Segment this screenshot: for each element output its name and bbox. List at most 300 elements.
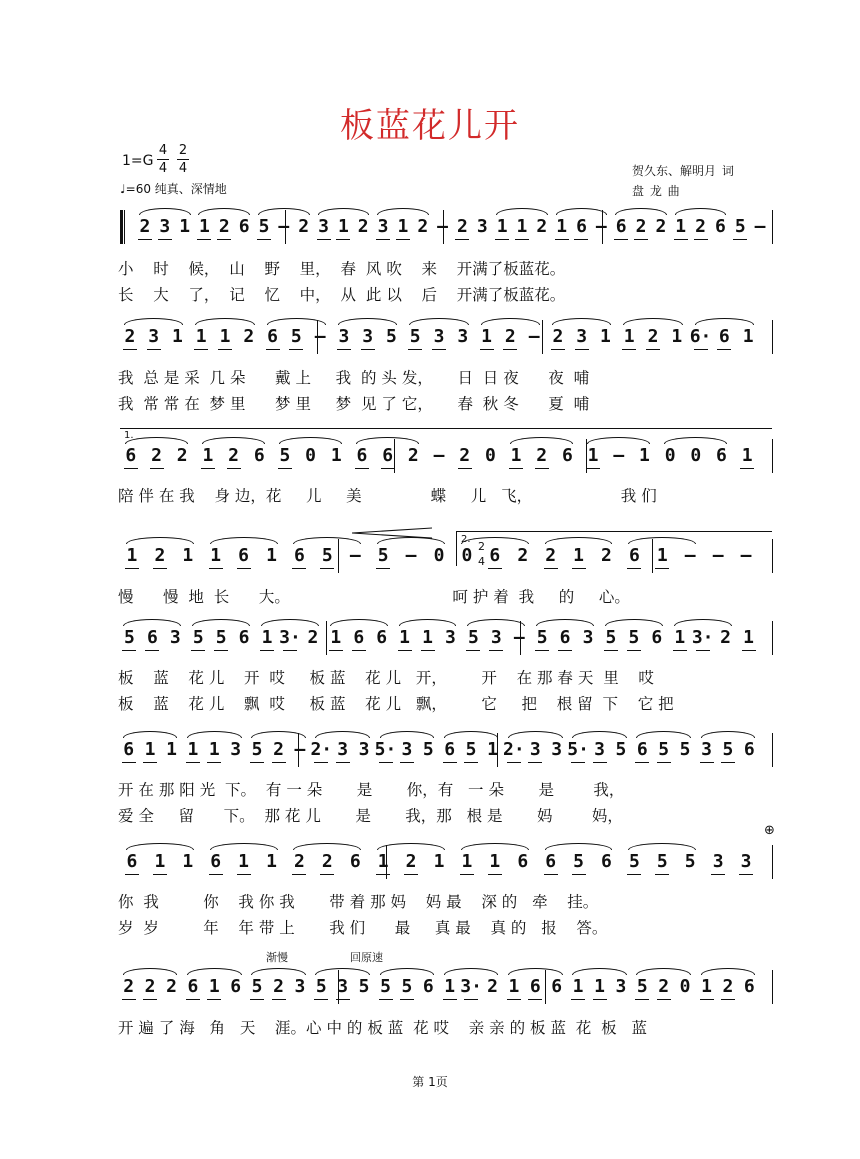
beam-underline: [593, 762, 607, 763]
beam-underline: [404, 874, 418, 875]
note: 1: [444, 976, 456, 997]
note: 0: [484, 445, 496, 466]
barline: [545, 970, 546, 1004]
beam-underline: [515, 239, 529, 240]
beam-underline: [289, 349, 303, 350]
note: 5: [536, 627, 548, 648]
time-signature-a: 4 4: [158, 143, 168, 176]
beam-underline: [122, 762, 136, 763]
beam-underline: [635, 999, 649, 1000]
slur: [251, 731, 306, 738]
beam-underline: [209, 874, 223, 875]
note: –: [294, 739, 306, 760]
note: 3: [169, 627, 181, 648]
slur: [701, 968, 756, 975]
note: 1: [208, 976, 220, 997]
note: –: [595, 216, 607, 237]
beam-underline: [376, 568, 390, 569]
note: 1: [210, 545, 222, 566]
beam-underline: [627, 874, 641, 875]
slur: [628, 537, 696, 544]
note: 6: [146, 627, 158, 648]
beam-underline: [272, 762, 286, 763]
beam-underline: [266, 349, 280, 350]
note: –: [754, 216, 766, 237]
note: 1: [741, 445, 753, 466]
slur: [315, 968, 370, 975]
beam-underline: [257, 239, 271, 240]
beam-underline: [721, 762, 735, 763]
tempo-marking: ♩=60 纯真、深情地: [120, 182, 227, 196]
beam-underline: [209, 568, 223, 569]
note: 1: [172, 326, 183, 347]
note: 2: [218, 216, 230, 237]
note: 5: [251, 976, 263, 997]
beam-underline: [614, 239, 628, 240]
note: 6: [529, 976, 541, 997]
beam-underline: [250, 762, 264, 763]
note: 5: [605, 627, 617, 648]
beam-underline: [317, 239, 331, 240]
slur: [126, 537, 194, 544]
slur: [330, 619, 388, 626]
slur: [377, 537, 445, 544]
beam-underline: [376, 239, 390, 240]
note: 2: [722, 976, 734, 997]
note: 2: [154, 545, 166, 566]
note: 2: [243, 326, 255, 347]
beam-underline: [143, 999, 157, 1000]
note: 5: [628, 851, 640, 872]
lyric-line: 开 遍 了 海 角 天 涯。心 中 的 板 蓝 花 哎 亲 亲 的 板 蓝 花 板 蓝: [118, 1019, 647, 1037]
beam-underline: [122, 999, 136, 1000]
note: 1: [461, 851, 473, 872]
beam-underline: [627, 568, 641, 569]
note: 6: [561, 445, 573, 466]
beam-underline: [217, 239, 231, 240]
note: 6: [267, 326, 278, 347]
beam-underline: [123, 349, 137, 350]
slur: [409, 318, 469, 325]
barline: [772, 539, 773, 573]
beam-underline: [237, 874, 251, 875]
note: 6: [238, 545, 250, 566]
beam-underline: [488, 874, 502, 875]
beam-underline: [740, 468, 754, 469]
note: 1: [199, 216, 210, 237]
slur: [467, 619, 525, 626]
note: 2: [228, 445, 239, 466]
note: 6: [238, 627, 250, 648]
slur: [496, 208, 548, 215]
note: 1: [261, 627, 273, 648]
slur: [615, 208, 667, 215]
slur: [258, 208, 310, 215]
beam-underline: [143, 762, 157, 763]
note: 2: [144, 976, 156, 997]
note: 2·: [503, 739, 525, 760]
note: 6: [615, 216, 627, 237]
note: 1: [573, 545, 584, 566]
barline: [772, 210, 773, 244]
note: 1: [238, 851, 250, 872]
slur: [126, 843, 194, 850]
note: 1: [656, 545, 668, 566]
note: –: [433, 445, 445, 466]
note: 3: [159, 216, 171, 237]
note: 3: [457, 326, 469, 347]
lyric-line: 爱 全 留 下。 那 花 儿 是 我，那 根 是 妈 妈，: [118, 807, 623, 825]
barline: [772, 320, 773, 354]
beam-underline: [186, 999, 200, 1000]
note: 1: [742, 326, 754, 347]
beam-underline: [138, 239, 152, 240]
note: 2: [487, 976, 498, 997]
beam-underline: [396, 239, 410, 240]
note: 6: [376, 627, 388, 648]
note: 5: [658, 739, 670, 760]
note: 1: [399, 627, 411, 648]
note: 3: [576, 326, 588, 347]
note: 1: [572, 976, 584, 997]
volta-1-line: [120, 428, 772, 429]
note: 6: [716, 445, 727, 466]
note: 6: [576, 216, 587, 237]
note: 6: [353, 627, 365, 648]
note: 2: [655, 216, 667, 237]
lyric-line: 我 总 是 采 几 朵 戴 上 我 的 头 发， 日 日 夜 夜 哺: [118, 369, 590, 387]
slur: [123, 731, 178, 738]
slur: [536, 619, 594, 626]
beam-underline: [627, 650, 641, 651]
lyric-line: 开 在 那 阳 光 下。 有 一 朵 是 你，有 一 朵 是 我，: [118, 781, 625, 799]
beam-underline: [464, 999, 478, 1000]
note: 1: [219, 326, 231, 347]
note: 1: [674, 627, 686, 648]
note: 1: [266, 851, 277, 872]
beam-underline: [150, 468, 164, 469]
beam-underline: [742, 650, 756, 651]
slur: [380, 731, 435, 738]
slur: [356, 437, 419, 444]
barline: [772, 970, 773, 1004]
note: 1: [487, 739, 498, 760]
beam-underline: [507, 762, 521, 763]
slur: [279, 437, 342, 444]
beam-underline: [361, 349, 375, 350]
beam-underline: [337, 349, 351, 350]
note: –: [314, 326, 326, 347]
beam-underline: [336, 239, 350, 240]
note: 6: [636, 739, 648, 760]
slur: [123, 619, 181, 626]
note: 5: [422, 739, 434, 760]
note: 5: [401, 976, 413, 997]
note: 6: [601, 851, 612, 872]
beam-underline: [320, 874, 334, 875]
note: 3: [318, 216, 329, 237]
slur: [605, 619, 663, 626]
note: 5: [321, 545, 333, 566]
note: 1: [508, 976, 520, 997]
note: 1: [481, 326, 492, 347]
beam-underline: [408, 349, 422, 350]
slur: [195, 318, 255, 325]
note: 6: [743, 739, 755, 760]
beam-underline: [432, 349, 446, 350]
note: –: [684, 545, 696, 566]
slur: [701, 731, 756, 738]
note: –: [613, 445, 625, 466]
beam-underline: [460, 874, 474, 875]
beam-underline: [214, 650, 228, 651]
beam-underline: [398, 650, 412, 651]
beam-underline: [400, 999, 414, 1000]
barline: [772, 621, 773, 655]
note: 2: [504, 326, 516, 347]
note: 6: [559, 627, 571, 648]
note: 3: [377, 216, 389, 237]
slur: [636, 731, 691, 738]
beam-underline: [186, 762, 200, 763]
note: 5: [258, 216, 270, 237]
slur: [508, 731, 563, 738]
beam-underline: [400, 762, 414, 763]
note: –: [712, 545, 724, 566]
note: 5: [656, 851, 668, 872]
barline: [652, 539, 653, 573]
note: 0: [305, 445, 317, 466]
beam-underline: [124, 468, 138, 469]
note: 3: [338, 326, 350, 347]
slur: [338, 318, 398, 325]
slur: [545, 537, 613, 544]
beam-underline: [480, 349, 494, 350]
beam-underline: [571, 999, 585, 1000]
beam-underline: [250, 999, 264, 1000]
beam-underline: [278, 468, 292, 469]
note: 5: [380, 976, 391, 997]
note: 2: [124, 326, 136, 347]
slur: [461, 843, 529, 850]
note: 2: [536, 216, 548, 237]
lyric-line: 板 蓝 花 儿 开 哎 板 蓝 花 儿 开， 开 在 那 春 天 里 哎: [118, 669, 654, 687]
slur: [198, 208, 250, 215]
note: 6: [422, 976, 434, 997]
note: 5: [467, 627, 479, 648]
barline: [772, 439, 773, 473]
note: 2: [151, 445, 162, 466]
note: 2: [647, 326, 659, 347]
beam-underline: [201, 468, 215, 469]
beam-underline: [314, 762, 328, 763]
note: 5: [722, 739, 734, 760]
beam-underline: [466, 650, 480, 651]
note: 3: [337, 739, 349, 760]
slur: [545, 843, 613, 850]
note: 3: [529, 739, 541, 760]
note: 3: [476, 216, 488, 237]
beam-underline: [535, 650, 549, 651]
inline-ts-top: 2: [478, 540, 485, 553]
note: 6: [125, 445, 137, 466]
slur: [674, 619, 732, 626]
slur: [444, 968, 499, 975]
beam-underline: [544, 568, 558, 569]
lyric-line: 我 常 常 在 梦 里 梦 里 梦 见 了 它， 春 秋 冬 夏 哺: [118, 395, 590, 413]
beam-underline: [158, 239, 172, 240]
note: 3: [615, 976, 627, 997]
note: 6: [517, 851, 529, 872]
beam-underline: [558, 650, 572, 651]
note: –: [437, 216, 448, 237]
note: 1: [195, 326, 207, 347]
note: 2: [405, 851, 417, 872]
slur: [587, 437, 650, 444]
note: 3·: [460, 976, 482, 997]
note: 2: [536, 445, 548, 466]
slur: [572, 731, 627, 738]
note: 6: [356, 445, 368, 466]
beam-underline: [655, 874, 669, 875]
beam-underline: [572, 568, 586, 569]
note: 5: [679, 739, 691, 760]
note: 6: [551, 976, 563, 997]
note: 2: [407, 445, 419, 466]
beam-underline: [153, 874, 167, 875]
note: 5: [215, 627, 227, 648]
volta-2-line: [456, 531, 772, 532]
beam-underline: [646, 349, 660, 350]
note: 3: [490, 627, 502, 648]
note: 0: [690, 445, 702, 466]
note: 3: [551, 739, 563, 760]
note: 1: [556, 216, 568, 237]
beam-underline: [237, 568, 251, 569]
note: 1: [433, 851, 445, 872]
note: 6: [210, 851, 222, 872]
note: 5: [615, 739, 627, 760]
note: 6: [444, 739, 456, 760]
beam-underline: [593, 999, 607, 1000]
note: 2: [457, 216, 468, 237]
note: 6: [123, 739, 135, 760]
slur: [695, 318, 755, 325]
lyric-line: 陪 伴 在 我 身 边，花 儿 美 蝶 儿 飞， 我 们: [118, 487, 657, 505]
note: 3·: [279, 627, 301, 648]
note: 1: [489, 851, 501, 872]
lyric-line: 小 时 候， 山 野 里， 春 风 吹 来 开满了板蓝花。: [118, 260, 566, 278]
beam-underline: [574, 239, 588, 240]
beam-underline: [733, 239, 747, 240]
slur: [572, 968, 627, 975]
note: 1: [202, 445, 214, 466]
note: 5: [386, 326, 397, 347]
note: 2: [321, 851, 333, 872]
note: 2: [545, 545, 557, 566]
slur: [210, 843, 278, 850]
note: –: [740, 545, 752, 566]
note: 5: [409, 326, 421, 347]
beam-underline: [329, 650, 343, 651]
note: 1: [587, 445, 599, 466]
slur: [664, 437, 727, 444]
beam-underline: [700, 999, 714, 1000]
note: 1: [639, 445, 650, 466]
note: 1: [187, 739, 199, 760]
note: 1: [179, 216, 191, 237]
beam-underline: [336, 999, 350, 1000]
beam-underline: [571, 762, 585, 763]
barline: [338, 539, 339, 573]
note: 0: [664, 445, 676, 466]
note: 6: [718, 326, 730, 347]
note: 3: [594, 739, 605, 760]
note: 1: [516, 216, 528, 237]
coda-icon: ⊕: [764, 823, 775, 838]
note: 1: [671, 326, 683, 347]
beam-underline: [622, 349, 636, 350]
barline: [542, 320, 543, 354]
note: 6: [714, 216, 726, 237]
beam-underline: [381, 468, 395, 469]
note: 1: [623, 326, 635, 347]
note: –: [405, 545, 417, 566]
note: 6: [349, 851, 361, 872]
note: 5: [628, 627, 640, 648]
lyric-line: 慢 慢 地 长 大。 呵 护 着 我 的 心。: [118, 588, 630, 606]
slur: [556, 208, 608, 215]
note: 3: [148, 326, 160, 347]
barline: [772, 733, 773, 767]
beam-underline: [191, 650, 205, 651]
beam-underline: [458, 468, 472, 469]
note: 3: [230, 739, 242, 760]
note: 6: [651, 627, 663, 648]
beam-underline: [147, 349, 161, 350]
slur: [267, 318, 327, 325]
beam-underline: [443, 762, 457, 763]
note: 0: [679, 976, 691, 997]
note: 2: [123, 976, 135, 997]
beam-underline: [673, 650, 687, 651]
beam-underline: [635, 762, 649, 763]
note: 2: [273, 976, 284, 997]
note: 6: [545, 851, 557, 872]
note: 5: [636, 976, 648, 997]
page-footer: 第 1页: [412, 1075, 448, 1089]
note: 1: [496, 216, 508, 237]
slur: [552, 318, 612, 325]
beam-underline: [227, 468, 241, 469]
note: 1: [208, 739, 220, 760]
beam-underline: [544, 874, 558, 875]
beam-underline: [336, 762, 350, 763]
beam-underline: [488, 568, 502, 569]
beam-underline: [292, 874, 306, 875]
note: 2: [166, 976, 177, 997]
note: –: [513, 627, 525, 648]
beam-underline: [218, 349, 232, 350]
note: 2: [658, 976, 670, 997]
note: 1: [743, 627, 754, 648]
note: 1: [182, 545, 194, 566]
barline: [772, 845, 773, 879]
note: –: [528, 326, 540, 347]
note: 5: [279, 445, 291, 466]
beam-underline: [604, 650, 618, 651]
note: 2: [298, 216, 310, 237]
